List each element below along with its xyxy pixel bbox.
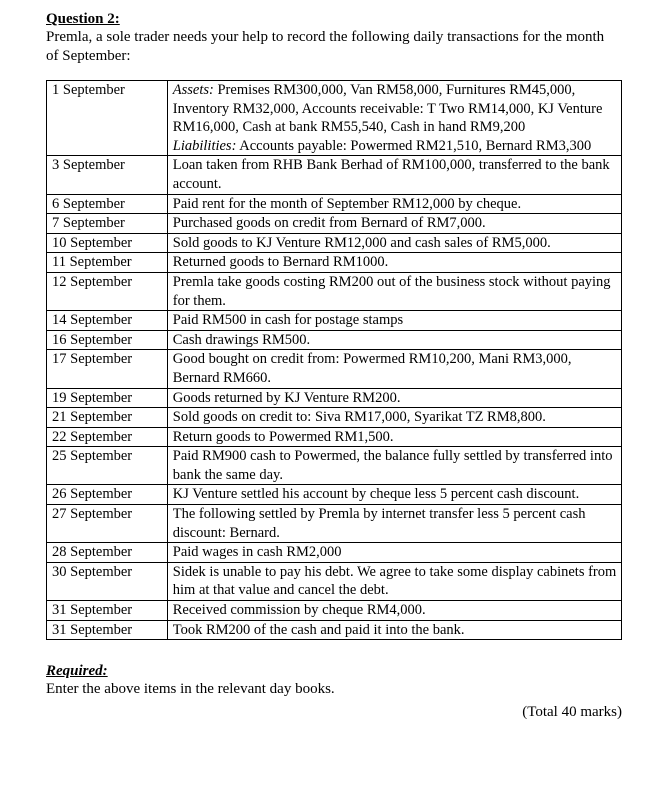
table-row xyxy=(47,562,622,600)
table-row xyxy=(47,81,622,156)
row-date: 14 September xyxy=(47,311,168,331)
table-row xyxy=(47,447,622,485)
row-description xyxy=(167,81,621,156)
row-description: The following settled by Premla by internet transfer less 5 percent cash discount: Bernard. xyxy=(167,505,621,543)
table-row xyxy=(47,601,622,621)
row-description: Paid rent for the month of September RM12,000 by cheque. xyxy=(167,194,621,214)
row-date: 7 September xyxy=(47,214,168,234)
row-date: 25 September xyxy=(47,447,168,485)
row-date: 17 September xyxy=(47,350,168,388)
table-row xyxy=(47,156,622,194)
assets-label: Assets: xyxy=(172,82,214,98)
table-row xyxy=(47,427,622,447)
row-date: 10 September xyxy=(47,233,168,253)
transactions-table xyxy=(46,80,622,640)
assets-text: Premises RM300,000, Van RM58,000, Furnitures RM45,000, Inventory RM32,000, Accounts receivable: T Two RM14,000, KJ Venture RM16,000, Cash at bank RM55,540, Cash in hand RM9,200 xyxy=(172,82,603,136)
row-date: 16 September xyxy=(47,330,168,350)
table-row xyxy=(47,505,622,543)
table-row xyxy=(47,214,622,234)
row-date: 26 September xyxy=(47,485,168,505)
row-description: Paid RM500 in cash for postage stamps xyxy=(167,311,621,331)
row-date: 30 September xyxy=(47,562,168,600)
row-date: 3 September xyxy=(47,156,168,194)
table-row xyxy=(47,272,622,310)
table-row xyxy=(47,543,622,563)
row-description: Cash drawings RM500. xyxy=(167,330,621,350)
row-date: 31 September xyxy=(47,601,168,621)
row-description: Returned goods to Bernard RM1000. xyxy=(167,253,621,273)
row-description: Return goods to Powermed RM1,500. xyxy=(167,427,621,447)
table-row xyxy=(47,485,622,505)
row-date: 6 September xyxy=(47,194,168,214)
row-description: Received commission by cheque RM4,000. xyxy=(167,601,621,621)
liabilities-label: Liabilities: xyxy=(172,137,237,154)
row-date: 12 September xyxy=(47,272,168,310)
row-description: Goods returned by KJ Venture RM200. xyxy=(167,388,621,408)
row-description: KJ Venture settled his account by cheque less 5 percent cash discount. xyxy=(167,485,621,505)
table-row xyxy=(47,350,622,388)
row-description: Good bought on credit from: Powermed RM10,200, Mani RM3,000, Bernard RM660. xyxy=(167,350,621,388)
total-marks: (Total 40 marks) xyxy=(522,704,622,721)
table-row xyxy=(47,233,622,253)
table-row xyxy=(47,408,622,428)
table-row xyxy=(47,620,622,640)
row-description: Took RM200 of the cash and paid it into the bank. xyxy=(167,620,621,640)
table-row xyxy=(47,194,622,214)
row-date: 27 September xyxy=(47,505,168,543)
table-row xyxy=(47,311,622,331)
table-row xyxy=(47,330,622,350)
row-date: 19 September xyxy=(47,388,168,408)
row-date: 31 September xyxy=(47,620,168,640)
question-title: Question 2: xyxy=(46,11,120,27)
row-description: Paid wages in cash RM2,000 xyxy=(167,543,621,563)
row-description: Sidek is unable to pay his debt. We agree to take some display cabinets from him at that value and cancel the debt. xyxy=(167,562,621,600)
row-description: Sold goods on credit to: Siva RM17,000, Syarikat TZ RM8,800. xyxy=(167,408,621,428)
table-row xyxy=(47,388,622,408)
row-date: 28 September xyxy=(47,543,168,563)
row-date: 1 September xyxy=(47,81,168,156)
row-date: 11 September xyxy=(47,253,168,273)
row-date: 21 September xyxy=(47,408,168,428)
question-intro: Premla, a sole trader needs your help to record the following daily transactions for the month of September: xyxy=(46,29,605,64)
row-description: Purchased goods on credit from Bernard of RM7,000. xyxy=(167,214,621,234)
row-description: Premla take goods costing RM200 out of the business stock without paying for them. xyxy=(167,272,621,310)
required-title: Required: xyxy=(46,663,108,680)
row-date: 22 September xyxy=(47,427,168,447)
row-description: Paid RM900 cash to Powermed, the balance fully settled by transferred into bank the same day. xyxy=(167,447,621,485)
table-row xyxy=(47,253,622,273)
row-description: Loan taken from RHB Bank Berhad of RM100,000, transferred to the bank account. xyxy=(167,156,621,194)
required-instruction: Enter the above items in the relevant day books. xyxy=(46,681,335,698)
row-description: Sold goods to KJ Venture RM12,000 and cash sales of RM5,000. xyxy=(167,233,621,253)
liabilities-text: Accounts payable: Powermed RM21,510, Bernard RM3,300 xyxy=(239,137,592,154)
